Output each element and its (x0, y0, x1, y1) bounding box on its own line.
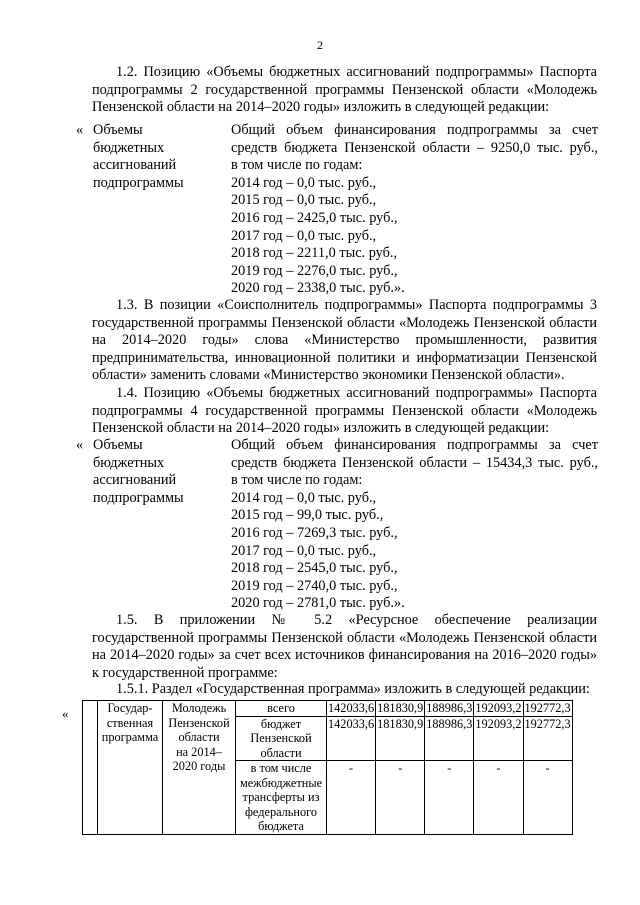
text-line: предпринимательства, инновационной политики и информатизации Пензенской (92, 349, 597, 366)
opening-quote: « (76, 437, 84, 453)
opening-quote: « (76, 122, 84, 138)
value-cell: 192772,3 (524, 701, 571, 715)
value-cell: 142033,6 (327, 716, 376, 761)
value-line: 2018 год – 2545,0 тыс. руб., (231, 560, 398, 577)
value-cell: 192772,3 (523, 716, 572, 761)
value-cell: - (425, 761, 474, 835)
block-value (231, 437, 598, 613)
text-line: Пензенской области на 2014–2020 годы» изложить в следующей редакции: (92, 420, 550, 437)
text-line: подпрограммы 4 государственной программы Пензенской области «Молодежь (92, 402, 597, 419)
value-line: 2020 год – 2781,0 тыс. руб.». (231, 595, 405, 612)
cell-line: на 2014– (176, 744, 222, 759)
label-line: бюджетных (93, 139, 165, 156)
value-line: средств бюджета Пензенской области – 15434,3 тыс. руб., (231, 454, 598, 471)
value-cell: - (376, 761, 425, 835)
table-opening-quote: « (62, 706, 69, 721)
value-line: Общий объем финансирования подпрограммы за счет (231, 122, 598, 138)
value-line: Общий объем финансирования подпрограммы за счет (231, 437, 598, 453)
cell-line: программа (101, 730, 159, 744)
page-number: 2 (317, 38, 323, 52)
value-line: 2014 год – 0,0 тыс. руб., (231, 174, 377, 191)
value-cell: 181830,9 (377, 701, 424, 715)
value-cell: 188986,3 (426, 701, 473, 715)
block-label (93, 437, 213, 507)
value-line: средств бюджета Пензенской области – 9250,0 тыс. руб., (231, 139, 598, 156)
label-line: ассигнований (93, 472, 177, 489)
value-line: 2017 год – 0,0 тыс. руб., (231, 542, 377, 559)
value-line: 2016 год – 2425,0 тыс. руб., (231, 209, 398, 226)
label-line: ассигнований (93, 157, 177, 174)
source-cell (236, 701, 327, 717)
cell-line: бюджет (260, 716, 302, 731)
program-name-cell (163, 701, 236, 835)
paragraph-1-5-1 (92, 681, 597, 699)
status-cell (98, 701, 163, 835)
paragraph-1-4 (92, 385, 597, 438)
cell-line: всего (267, 701, 295, 715)
value-line: в том числе по годам: (231, 157, 363, 174)
value-cell: 142033,6 (328, 701, 375, 715)
text-line: Пензенской области на 2014–2020 годы» изложить в следующей редакции: (92, 99, 550, 116)
text-line: 1.5. В приложении № 5.2 «Ресурсное обеспечение реализации государственной (92, 612, 597, 646)
cell-line: Пензенской (250, 731, 312, 745)
text-line: 1.2. Позицию «Объемы бюджетных ассигнований подпрограммы» Паспорта (116, 64, 597, 80)
paragraph-1-5 (92, 612, 597, 682)
block-label (93, 122, 213, 192)
text-line: области» заменить словами «Министерство экономики Пензенской области». (92, 367, 565, 384)
source-cell (236, 761, 327, 835)
text-line: подпрограммы 2 государственной программы Пензенской области «Молодежь (92, 81, 597, 98)
value-line: 2015 год – 0,0 тыс. руб., (231, 192, 377, 209)
text-line: за счет всех источников финансирования на 2016–2020 годы» к государственной (92, 647, 598, 681)
value-line: 2015 год – 99,0 тыс. руб., (231, 507, 384, 524)
text-line: 1.5.1. Раздел «Государственная программа» изложить в следующей редакции: (116, 681, 590, 697)
value-cell: - (474, 761, 523, 835)
table-row (83, 701, 573, 717)
value-line: 2016 год – 7269,3 тыс. руб., (231, 524, 398, 541)
cell-line: 2020 годы (172, 759, 226, 773)
value-cell: 188986,3 (425, 716, 474, 761)
empty-cell (83, 701, 98, 835)
cell-line: Государ- (107, 701, 153, 715)
label-line: Объемы (93, 437, 143, 453)
value-line: 2014 год – 0,0 тыс. руб., (231, 489, 377, 506)
text-line: области на 2014–2020 годы» слова «Министерство промышленности, развития (92, 314, 597, 349)
text-line: 1.4. Позицию «Объемы бюджетных ассигнований подпрограммы» Паспорта (116, 385, 597, 401)
text-line: 1.3. В позиции «Соисполнитель подпрограммы» Паспорта подпрограммы 3 (116, 297, 597, 313)
paragraph-1-2 (92, 64, 597, 117)
source-cell (236, 716, 327, 761)
value-cell: 192093,2 (475, 701, 522, 715)
value-line: 2019 год – 2276,0 тыс. руб., (231, 262, 398, 279)
cell-line: в том числе (250, 761, 312, 775)
label-line: Объемы (93, 122, 143, 138)
cell-line: Пензенской (168, 715, 230, 730)
text-line: программе: (208, 664, 278, 681)
cell-line: межбюджетные (239, 775, 323, 790)
cell-line: федерального (244, 804, 318, 819)
value-cell: - (327, 761, 376, 835)
value-line: 2019 год – 2740,0 тыс. руб., (231, 577, 398, 594)
label-line: бюджетных (93, 454, 165, 471)
budget-table (82, 700, 573, 835)
value-line: 2020 год – 2338,0 тыс. руб.». (231, 280, 405, 297)
cell-line: области (178, 730, 220, 744)
paragraph-1-3 (92, 297, 597, 385)
block-value (231, 122, 598, 298)
cell-line: Молодежь (171, 701, 227, 715)
value-cell: - (523, 761, 572, 835)
cell-line: области (260, 745, 302, 760)
cell-line: бюджета (258, 819, 304, 833)
value-line: 2017 год – 0,0 тыс. руб., (231, 227, 377, 244)
value-line: 2018 год – 2211,0 тыс. руб., (231, 245, 398, 262)
label-line: подпрограммы (93, 489, 184, 506)
text-line: государственной программы Пензенской области «Молодежь Пензенской (92, 314, 545, 331)
value-cell: 181830,9 (376, 716, 425, 761)
cell-line: трансферты из (242, 790, 320, 804)
label-line: подпрограммы (93, 174, 184, 191)
text-line: программы Пензенской области «Молодежь Пензенской области на 2014–2020 годы» (92, 629, 597, 664)
value-line: в том числе по годам: (231, 472, 363, 489)
value-cell: 192093,2 (474, 716, 523, 761)
cell-line: ственная (106, 715, 154, 730)
